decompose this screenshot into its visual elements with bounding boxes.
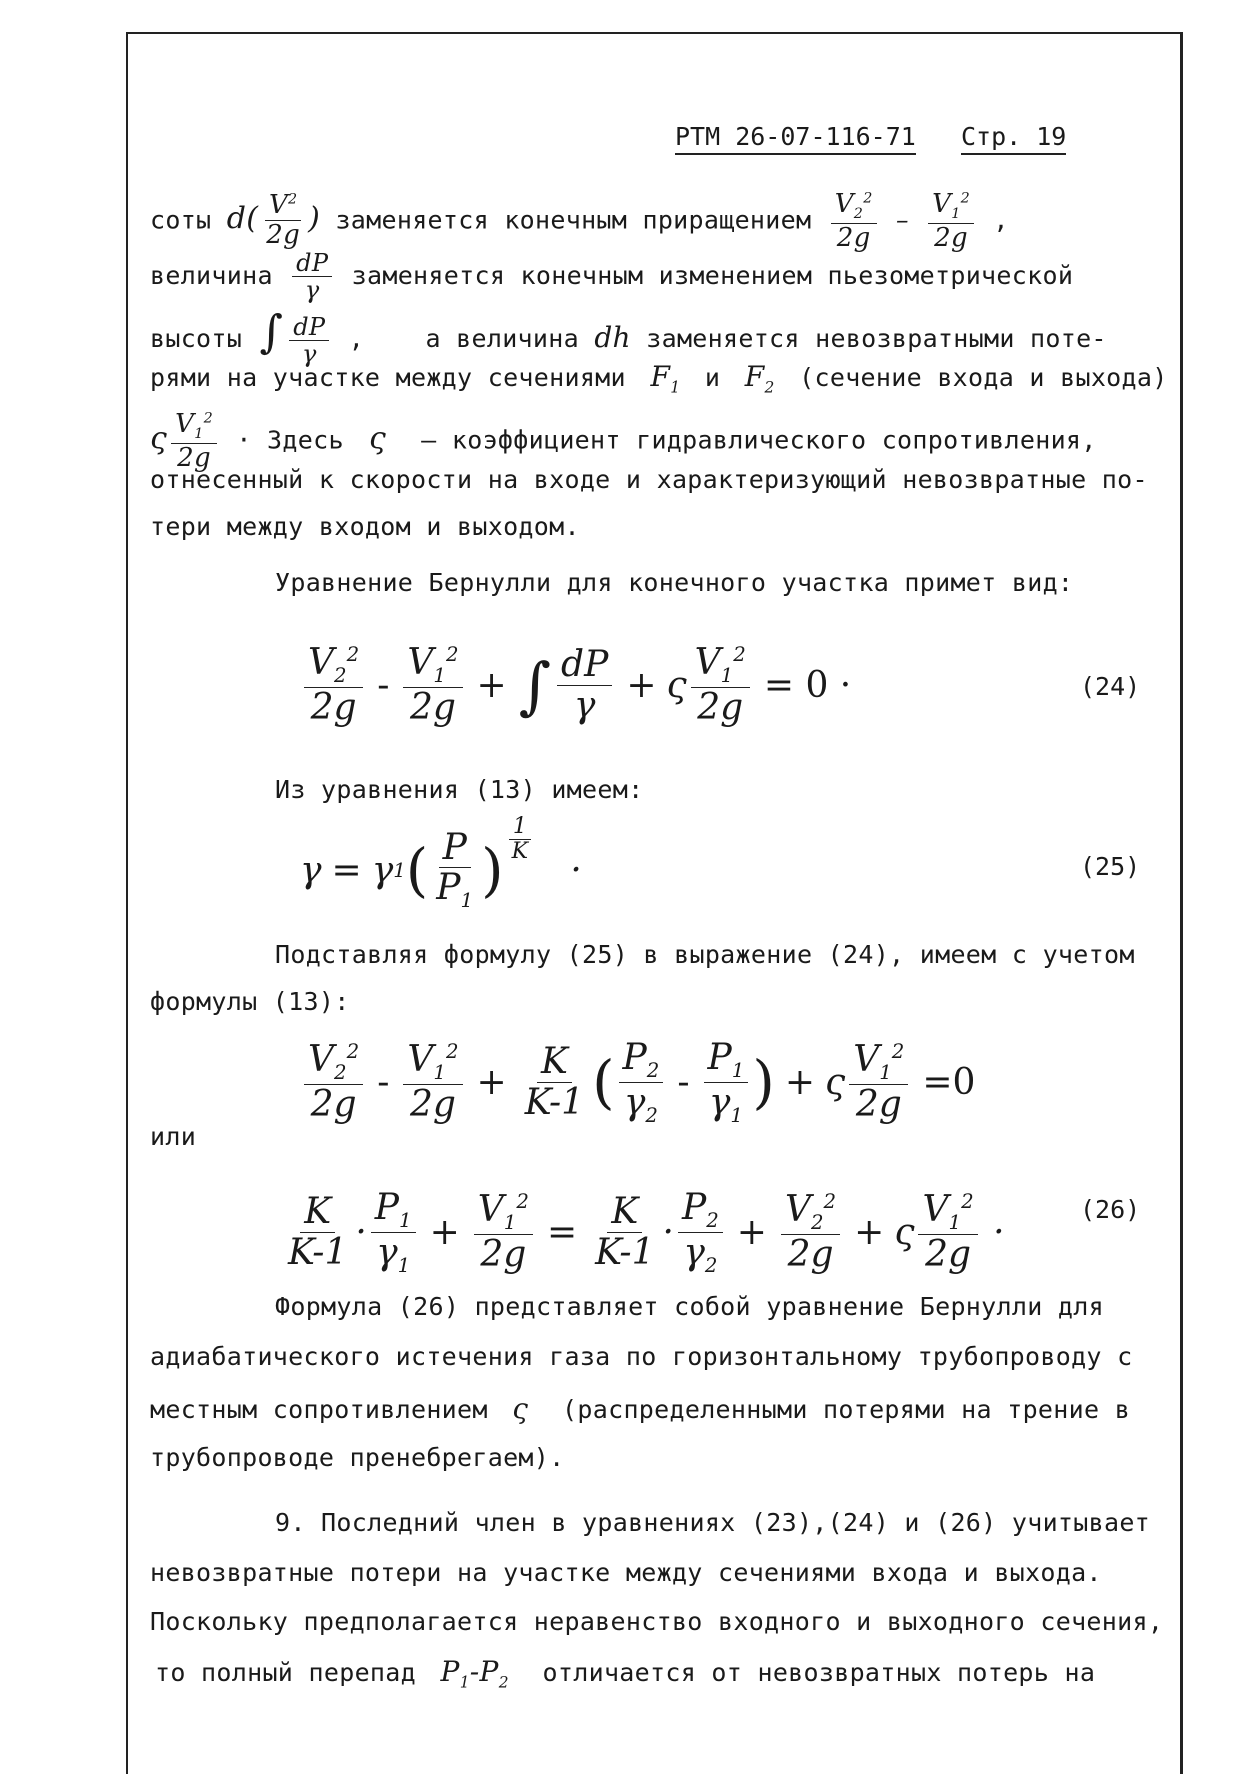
- text-line-7: тери между входом и выходом.: [150, 512, 580, 541]
- text-fragment: заменяется невозвратными поте-: [646, 324, 1107, 353]
- text-fragment: то полный перепад: [155, 1658, 416, 1687]
- text-line-17: 9. Последний член в уравнениях (23),(24) и (26) учитывает: [275, 1508, 1151, 1537]
- text-fragment: (сечение входа и выхода): [799, 363, 1168, 392]
- text-line-9: Из уравнения (13) имеем:: [275, 775, 644, 804]
- equation-unnumbered: $\frac{V_2^2}{2g}$ - $\frac{V_1^2}{2g}$ + $\frac{K}{K-1}$ ( $\frac{P_2}{\gamma_2}$ - $\frac{P_1}{\gamma_1}$ ) + ς $\frac{V_1^2}{2g}$ =0: [300, 1025, 985, 1140]
- text-line-14: адиабатического истечения газа по горизонтальному трубопроводу с: [150, 1342, 1133, 1371]
- text-fragment: величина: [150, 260, 273, 290]
- text-line-10: Подставляя формулу (25) в выражение (24), имеем с учетом: [275, 940, 1135, 969]
- formula-inline: d( $\frac{V^2}{2g}$ ): [226, 190, 321, 250]
- text-fragment: · Здесь: [236, 425, 344, 455]
- text-fragment: высоты: [150, 324, 243, 353]
- equation-26: $\frac{K}{K-1}$ · $\frac{P_1}{\gamma_1}$ + $\frac{V_1^2}{2g}$ = $\frac{K}{K-1}$ · $\frac{P_2}{\gamma_2}$ + $\frac{V_2^2}{2g}$ + ς $\frac{V_1^2}{2g}$ ·: [288, 1187, 1005, 1278]
- equation-number-25: (25): [1080, 852, 1141, 881]
- text-line-8: Уравнение Бернулли для конечного участка примет вид:: [275, 568, 1074, 597]
- text-fragment: заменяется конечным изменением пьезометрической: [351, 260, 1074, 290]
- text-line-6: отнесенный к скорости на входе и характеризующий невозвратные по-: [150, 465, 1148, 494]
- text-line-1: соты d( $\frac{V^2}{2g}$ ) заменяется конечным приращением $\frac{V_2^2}{2g}$ – $\frac{V_1^2}{2g}$ ,: [150, 189, 1009, 253]
- text-fragment: отличается от невозвратных потерь на: [542, 1658, 1096, 1687]
- text-line-4: рями на участке между сечениями $F_1$ и $F_2$ (сечение входа и выхода): [150, 360, 1168, 397]
- formula-inline: $\frac{dP}{\gamma}$: [292, 250, 332, 304]
- formula-inline: ∫ $\frac{dP}{\gamma}$: [257, 324, 333, 353]
- text-line-12: или: [150, 1122, 197, 1151]
- text-fragment: местным сопротивлением: [150, 1395, 488, 1424]
- formula-inline: $\frac{V_2^2}{2g}$: [831, 190, 877, 253]
- text-line-5: ς $\frac{V_1^2}{2g}$ · Здесь ς – коэффициент гидравлического сопротивления,: [150, 409, 1097, 473]
- text-line-11: формулы (13):: [150, 987, 350, 1016]
- formula-inline: $\frac{V_1^2}{2g}$: [928, 190, 974, 253]
- text-line-15: местным сопротивлением ς (распределенными потерями на трение в: [150, 1392, 1131, 1425]
- page-header: [675, 122, 1066, 151]
- text-fragment: (распределенными потерями на трение в: [562, 1395, 1131, 1424]
- text-fragment: – коэффициент гидравлического сопротивления,: [421, 425, 1097, 455]
- text-line-16: трубопроводе пренебрегаем).: [150, 1443, 565, 1472]
- text-fragment: заменяется конечным приращением: [335, 205, 812, 235]
- equation-24: $\frac{V_2^2}{2g}$ - $\frac{V_1^2}{2g}$ + ∫ $\frac{dP}{\gamma}$ + ς $\frac{V_1^2}{2g}$ = 0 ·: [300, 620, 861, 750]
- text-line-2: [150, 250, 1073, 304]
- text-fragment: соты: [150, 205, 212, 235]
- formula-inline: $\frac{V_1^2}{2g}$: [171, 410, 217, 473]
- text-fragment: и: [704, 363, 721, 392]
- text-fragment: рями на участке между сечениями: [150, 363, 626, 392]
- page-number: Стр. 19: [961, 122, 1066, 155]
- equation-number-24: (24): [1080, 672, 1141, 701]
- equation-25: γ = γ 1 ( $\frac{P}{P_1}$ ) $\frac{1}{K}$ ·: [300, 814, 582, 913]
- text-line-3: высоты ∫ $\frac{dP}{\gamma}$ , а величина dh заменяется невозвратными поте-: [150, 305, 1107, 368]
- doc-code: РТМ 26-07-116-71: [675, 122, 916, 155]
- text-line-20: то полный перепад $P_1-P_2$ отличается от невозвратных потерь на: [155, 1655, 1096, 1692]
- text-fragment: а величина: [425, 324, 579, 353]
- text-line-19: Поскольку предполагается неравенство входного и выходного сечения,: [150, 1607, 1164, 1636]
- text-line-18: невозвратные потери на участке между сечениями входа и выхода.: [150, 1558, 1102, 1587]
- equation-number-26: (26): [1080, 1195, 1141, 1224]
- text-line-13: Формула (26) представляет собой уравнение Бернулли для: [275, 1292, 1104, 1321]
